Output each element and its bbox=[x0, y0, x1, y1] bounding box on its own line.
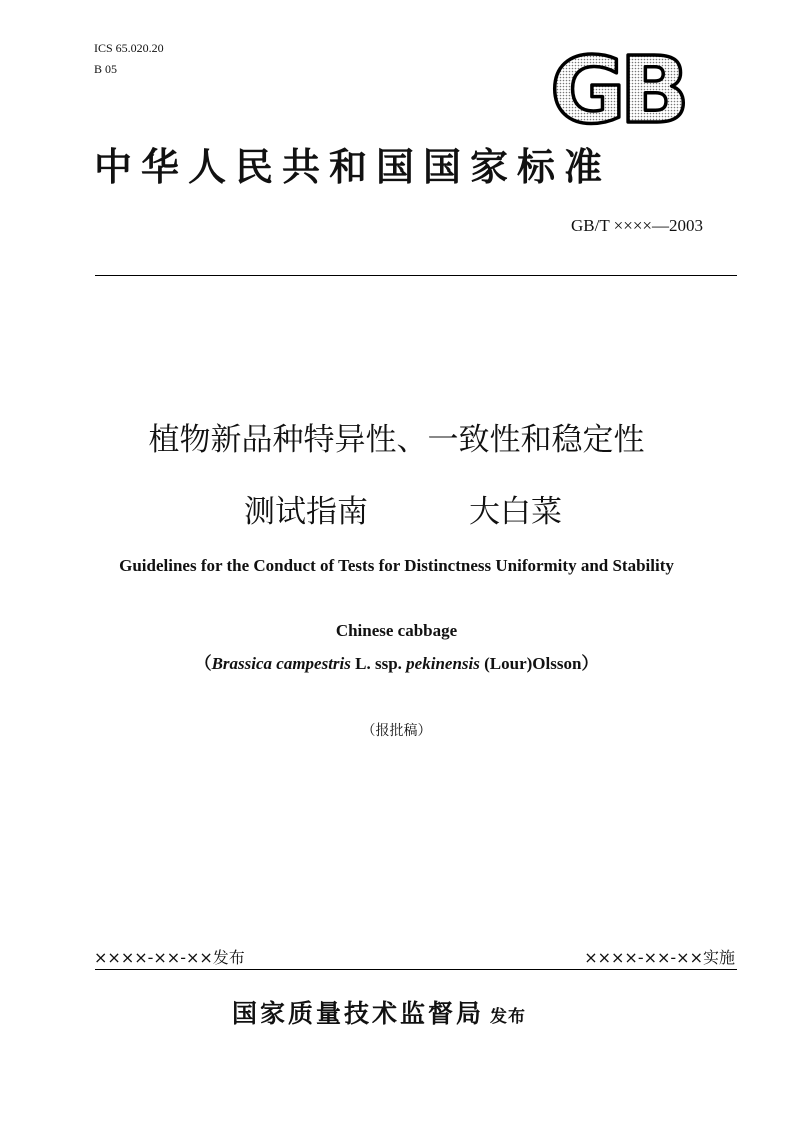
issuer bbox=[232, 996, 526, 1035]
l-ssp: L. ssp. bbox=[350, 654, 407, 673]
crop-english-name: Chinese cabbage bbox=[335, 621, 458, 640]
header-divider bbox=[95, 275, 737, 276]
genus-species: Brassica campestris bbox=[211, 654, 351, 673]
paren-open: （ bbox=[194, 654, 212, 673]
footer-divider bbox=[95, 969, 737, 970]
issuer-suffix: 发布 bbox=[490, 1007, 527, 1027]
ics-code: ICS 65.020.20 bbox=[94, 41, 164, 55]
publish-date: ××××-××-××发布 bbox=[94, 948, 245, 967]
english-title: Guidelines for the Conduct of Tests for Distinctness Uniformity and Stability bbox=[119, 556, 674, 575]
national-standard-title: 中华人民共和国国家标准 bbox=[94, 144, 612, 189]
title-line-2-right: 大白菜 bbox=[469, 494, 562, 530]
draft-status: （报批稿） bbox=[361, 723, 432, 739]
title-line-1: 植物新品种特异性、一致性和稳定性 bbox=[148, 422, 645, 458]
standard-number: GB/T ××××—2003 bbox=[570, 216, 703, 235]
issuer-name: 国家质量技术监督局 bbox=[232, 999, 485, 1028]
scientific-name bbox=[0, 652, 793, 676]
paren-close: ） bbox=[581, 654, 599, 673]
author: (Lour)Olsson bbox=[479, 654, 582, 673]
subspecies: pekinensis bbox=[406, 654, 480, 673]
classification-code: B 05 bbox=[94, 62, 118, 76]
gb-logo-text: GB bbox=[550, 46, 684, 128]
gb-logo bbox=[538, 46, 696, 128]
title-line-2-left: 测试指南 bbox=[244, 494, 368, 530]
implement-date: ××××-××-××实施 bbox=[584, 948, 735, 967]
